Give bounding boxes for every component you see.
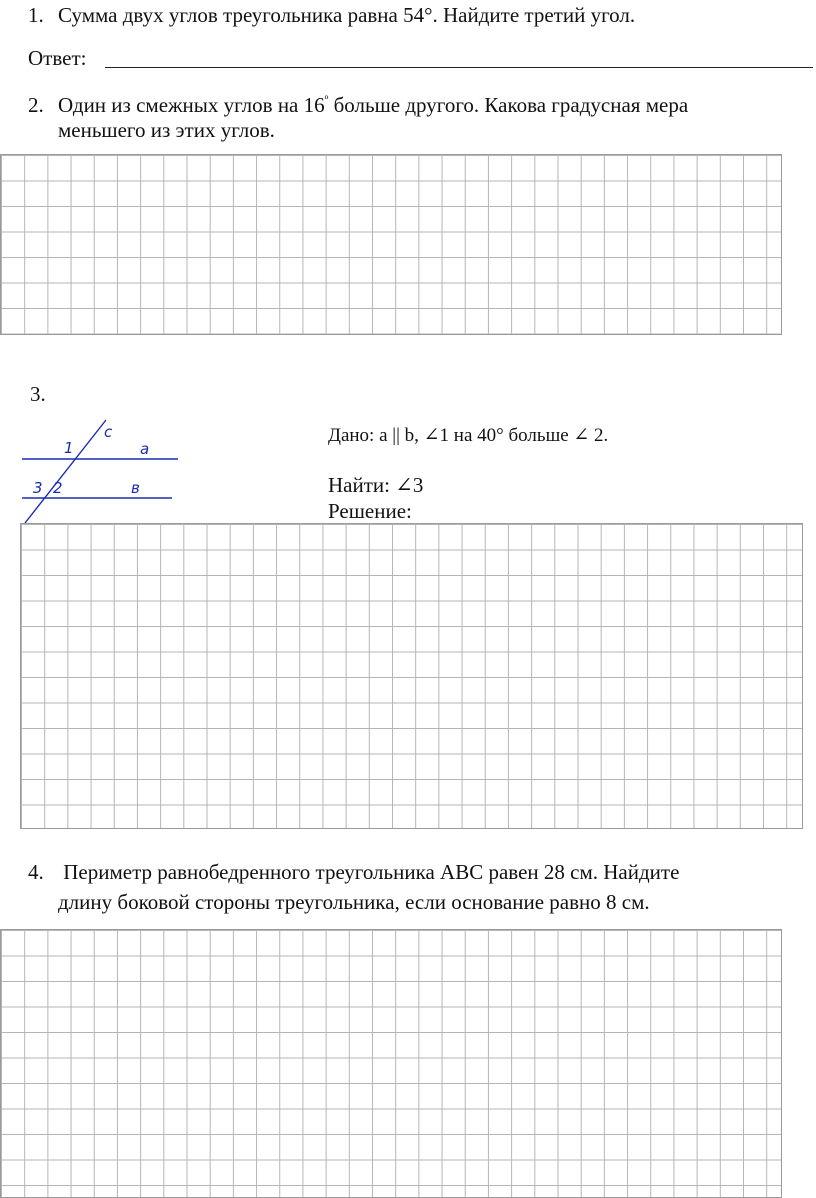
answer-line[interactable] (105, 67, 813, 68)
task-4-line2: длину боковой стороны треугольника, если основание равно 8 см. (58, 890, 650, 914)
task-4-text: Периметр равнобедренного треугольника АВС равен 28 см. Найдите (58, 860, 680, 884)
task-1-number: 1. (28, 3, 44, 27)
task-3-solution-label: Решение: (328, 499, 412, 523)
answer-label: Ответ: (28, 46, 87, 70)
parallel-lines-figure (0, 412, 190, 527)
transversal-c (25, 420, 106, 523)
task-4-number: 4. (28, 860, 44, 884)
label-angle-3: 3 (33, 479, 43, 497)
task-2-text-a: Один из смежных углов на 16 (58, 93, 325, 117)
task-2-degree: º (324, 93, 329, 107)
task-1 (28, 1, 635, 29)
task-3-given: Дано: a || b, ∠1 на 40° больше ∠ 2. (328, 425, 609, 446)
label-c: c (104, 423, 113, 441)
label-b: в (131, 479, 140, 497)
task-2 (28, 86, 688, 119)
task-1-text: Сумма двух углов треугольника равна 54°. Найдите третий угол. (58, 3, 636, 27)
task-2-number: 2. (28, 93, 44, 117)
label-angle-1: 1 (64, 439, 74, 457)
task-2-line2: меньшего из этих углов. (58, 118, 275, 142)
task-3-number: 3. (30, 382, 46, 406)
task-3-find: Найти: ∠3 (328, 473, 424, 497)
task-2-text-b: больше другого. Какова градусная мера (328, 93, 689, 117)
task-4 (28, 858, 679, 886)
grid-task-2[interactable] (0, 154, 782, 335)
label-angle-2: 2 (53, 479, 63, 497)
label-a: a (140, 440, 150, 458)
grid-task-4[interactable] (0, 929, 782, 1198)
grid-task-3[interactable] (20, 523, 803, 829)
